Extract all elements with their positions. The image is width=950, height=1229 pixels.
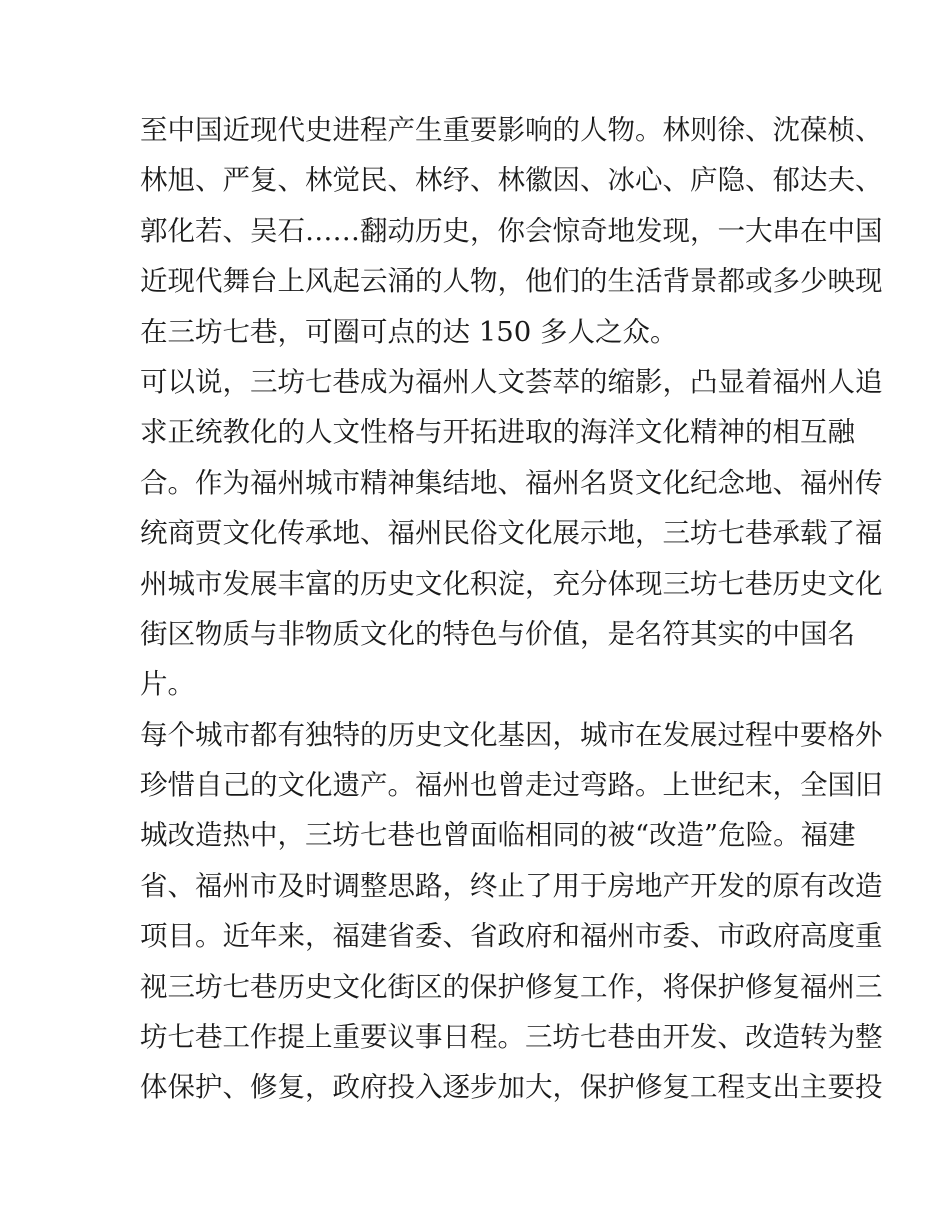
text-line: 州城市发展丰富的历史文化积淀，充分体现三坊七巷历史文化 bbox=[140, 567, 883, 600]
text-line: 近现代舞台上风起云涌的人物，他们的生活背景都或多少映现 bbox=[140, 265, 883, 298]
text-line: 城改造热中，三坊七巷也曾面临相同的被“改造”危险。福建 bbox=[140, 819, 856, 852]
text-line: 至中国近现代史进程产生重要影响的人物。林则徐、沈葆桢、 bbox=[140, 114, 883, 146]
text-line: 统商贾文化传承地、福州民俗文化展示地，三坊七巷承载了福 bbox=[140, 517, 883, 550]
text-line: 体保护、修复，政府投入逐步加大，保护修复工程支出主要投 bbox=[140, 1071, 883, 1104]
text-line: 坊七巷工作提上重要议事日程。三坊七巷由开发、改造转为整 bbox=[140, 1021, 883, 1054]
text-line: 街区物质与非物质文化的特色与价值，是名符其实的中国名 bbox=[140, 617, 855, 650]
paragraph bbox=[140, 357, 883, 710]
text-line: 可以说，三坊七巷成为福州人文荟萃的缩影，凸显着福州人追 bbox=[140, 365, 883, 398]
text-line: 项目。近年来，福建省委、省政府和福州市委、市政府高度重 bbox=[140, 920, 883, 953]
document-page bbox=[140, 105, 883, 1113]
text-line: 珍惜自己的文化遗产。福州也曾走过弯路。上世纪末，全国旧 bbox=[140, 769, 883, 802]
text-line: 在三坊七巷，可圈可点的达 150 多人之众。 bbox=[140, 315, 678, 348]
paragraph bbox=[140, 105, 883, 357]
text-line: 视三坊七巷历史文化街区的保护修复工作，将保护修复福州三 bbox=[140, 970, 883, 1003]
text-line: 省、福州市及时调整思路，终止了用于房地产开发的原有改造 bbox=[140, 869, 883, 902]
text-line: 片。 bbox=[140, 668, 195, 701]
text-line: 林旭、严复、林觉民、林纾、林徽因、冰心、庐隐、郁达夫、 bbox=[140, 164, 883, 197]
text-line: 每个城市都有独特的历史文化基因，城市在发展过程中要格外 bbox=[140, 718, 883, 751]
paragraph bbox=[140, 710, 883, 1113]
text-line: 郭化若、吴石……翻动历史，你会惊奇地发现，一大串在中国 bbox=[140, 214, 883, 247]
text-line: 合。作为福州城市精神集结地、福州名贤文化纪念地、福州传 bbox=[140, 466, 883, 499]
text-line: 求正统教化的人文性格与开拓进取的海洋文化精神的相互融 bbox=[140, 416, 855, 449]
